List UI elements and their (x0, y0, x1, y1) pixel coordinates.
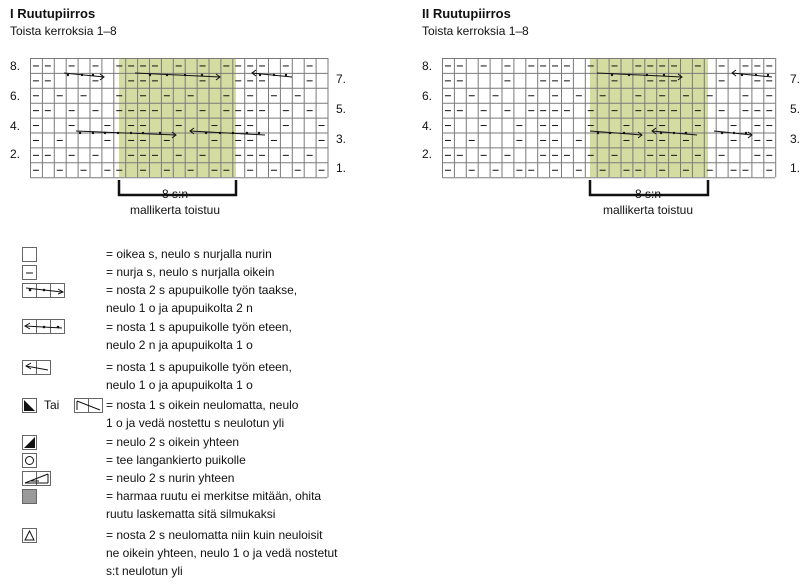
legend-or-label: Tai (44, 398, 60, 412)
chart-1-grid (30, 58, 330, 208)
legend-text-skpo-2: 1 o ja vedä nostettu s neulotun yli (106, 416, 285, 430)
legend-text-cable-back-2: neulo 1 o ja apupuikolta 2 n (106, 301, 253, 315)
grey-no-stitch-icon (22, 489, 38, 505)
legend-text-cable-front-2: neulo 2 n ja apupuikolta 1 o (106, 338, 253, 352)
chart-2-row-label-8: 8. (422, 59, 433, 73)
cable-dot (79, 132, 81, 134)
chart-2-row-label-7: 7. (790, 72, 801, 86)
chart-2-row-label-2: 2. (422, 147, 433, 161)
legend-text-grey: = harmaa ruutu ei merkitse mitään, ohita (106, 489, 322, 503)
purl-square-icon (22, 265, 38, 281)
chart-2-title: II Ruutupiirros (422, 6, 511, 21)
cable-1-over-1-front-icon (22, 360, 54, 376)
legend-text-knit: = oikea s, neulo s nurjalla nurin (106, 247, 272, 261)
chart-1-row-label-3: 3. (336, 132, 347, 146)
chart-1-repeat-label: 8 s:n (161, 187, 188, 201)
legend-text-cable-front: = nosta 1 s apupuikolle työn eteen, (106, 320, 292, 334)
chart-1-row-label-6: 6. (10, 89, 21, 103)
chart-1-row-label-7: 7. (336, 72, 347, 86)
legend-text-k2tog: = neulo 2 s oikein yhteen (106, 435, 240, 449)
legend-text-cable-1x1: = nosta 1 s apupuikolle työn eteen, (106, 360, 292, 374)
slip-knit-pass-over-alt-icon (74, 398, 106, 414)
legend-text-dd-2: ne oikein yhteen, neulo 1 o ja vedä nostetut (106, 546, 338, 560)
cable-dot (767, 74, 769, 76)
cable-dot (258, 132, 260, 134)
legend-text-grey-2: ruutu laskematta sitä silmukaksi (106, 507, 276, 521)
yarn-over-icon (22, 453, 38, 469)
chart-2-repeat-caption: mallikerta toistuu (602, 203, 694, 217)
chart-2-row-label-6: 6. (422, 89, 433, 103)
chart-1-title: I Ruutupiirros (10, 6, 96, 21)
double-decrease-icon (22, 528, 38, 544)
knit-2-together-icon (22, 435, 38, 451)
legend-text-p2tog: = neulo 2 s nurin yhteen (106, 471, 235, 485)
chart-1-row-label-4: 4. (10, 119, 21, 133)
legend-text-cable-back: = nosta 2 s apupuikolle työn taakse, (106, 283, 298, 297)
purl-2-together-icon (22, 471, 54, 487)
slip-knit-pass-over-icon (22, 398, 38, 414)
cable-1-over-2-front-icon (22, 319, 68, 335)
legend-text-skpo: = nosta 1 s oikein neulomatta, neulo (106, 398, 299, 412)
chart-1-row-label-1: 1. (336, 161, 347, 175)
knit-square-icon (22, 247, 38, 263)
chart-1-row-label-8: 8. (10, 59, 21, 73)
legend-text-yo: = tee langankierto puikolle (106, 453, 246, 467)
chart-2-grid (442, 58, 782, 208)
chart-2-row-label-1: 1. (790, 161, 801, 175)
legend-text-dd-3: s:t neulotun yli (106, 564, 183, 578)
chart-1-row-label-2: 2. (10, 147, 21, 161)
chart-2-subtitle: Toista kerroksia 1–8 (422, 24, 529, 38)
legend-text-purl: = nurja s, neulo s nurjalla oikein (106, 265, 275, 279)
chart-2-row-label-4: 4. (422, 119, 433, 133)
cable-2-over-1-back-icon (22, 283, 68, 299)
chart-2-row-label-5: 5. (790, 102, 801, 116)
chart-1-row-label-5: 5. (336, 102, 347, 116)
chart-2-repeat-label: 8 s:n (634, 187, 661, 201)
chart-2-row-label-3: 3. (790, 132, 801, 146)
legend-text-dd: = nosta 2 s neulomatta niin kuin neuloisit (106, 528, 323, 542)
chart-1-repeat-caption: mallikerta toistuu (129, 203, 221, 217)
cable-dot (67, 74, 69, 76)
legend-text-cable-1x1-2: neulo 1 o ja apupuikolta 1 o (106, 378, 253, 392)
chart-1-subtitle: Toista kerroksia 1–8 (10, 24, 117, 38)
